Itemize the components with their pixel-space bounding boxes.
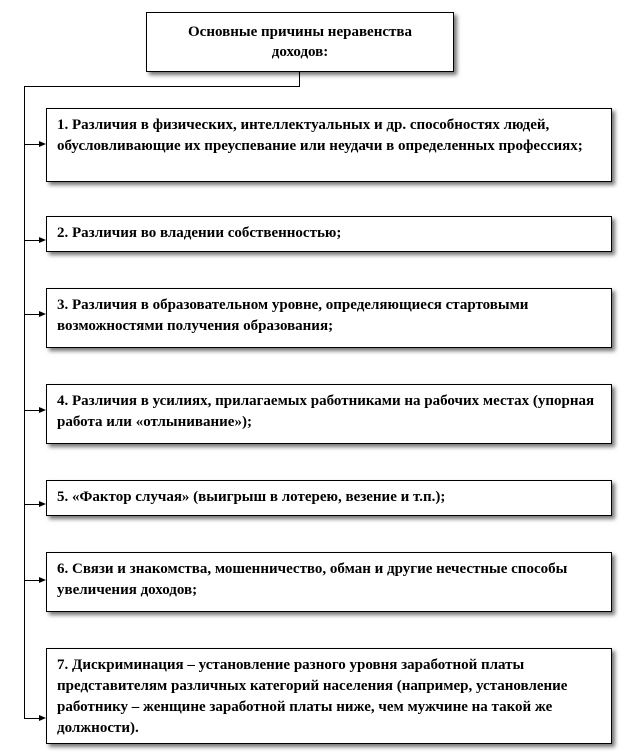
reason-text-5: 5. «Фактор случая» (выигрыш в лотерею, везение и т.п.); xyxy=(57,489,446,505)
arrow-6 xyxy=(39,577,46,583)
branch-line-2 xyxy=(24,240,40,241)
arrow-2 xyxy=(39,237,46,243)
branch-line-4 xyxy=(24,410,40,411)
reason-text-7: 7. Дискриминация – установление разного уровня заработной платы представителям различных категорий населения (например, установление работнику – женщине заработной платы ниже, чем мужчине на такой же должности). xyxy=(57,657,568,736)
reason-text-4: 4. Различия в усилиях, прилагаемых работниками на рабочих местах (упорная работа или «отлынивание»); xyxy=(57,393,595,430)
reason-box-7 xyxy=(46,648,612,744)
branch-line-3 xyxy=(24,314,40,315)
arrow-4 xyxy=(39,407,46,413)
reason-box-5 xyxy=(46,480,612,516)
reason-box-6 xyxy=(46,552,612,612)
reason-text-6: 6. Связи и знакомства, мошенничество, обман и другие нечестные способы увеличения доходов; xyxy=(57,561,568,598)
arrow-1 xyxy=(39,141,46,147)
reason-text-1: 1. Различия в физических, интеллектуальных и др. способностях людей, обусловливающие их преуспевание или неудачи в определенных профессиях; xyxy=(57,117,583,154)
branch-line-5 xyxy=(24,504,40,505)
connector-horizontal-top xyxy=(24,86,300,87)
branch-line-6 xyxy=(24,580,40,581)
reason-text-3: 3. Различия в образовательном уровне, определяющиеся стартовыми возможностями получения образования; xyxy=(57,297,529,334)
reason-box-4 xyxy=(46,384,612,444)
branch-line-1 xyxy=(24,144,40,145)
connector-left-spine xyxy=(24,86,25,719)
reason-box-1 xyxy=(46,108,612,182)
arrow-3 xyxy=(39,311,46,317)
arrow-5 xyxy=(39,501,46,507)
arrow-7 xyxy=(39,715,46,721)
diagram-title-box xyxy=(146,12,454,72)
reason-box-3 xyxy=(46,288,612,348)
connector-vertical-from-title xyxy=(299,72,300,86)
reason-box-2 xyxy=(46,216,612,252)
branch-line-7 xyxy=(24,718,40,719)
diagram-title: Основные причины неравенства доходов: xyxy=(188,24,412,60)
reason-text-2: 2. Различия во владении собственностью; xyxy=(57,225,342,241)
